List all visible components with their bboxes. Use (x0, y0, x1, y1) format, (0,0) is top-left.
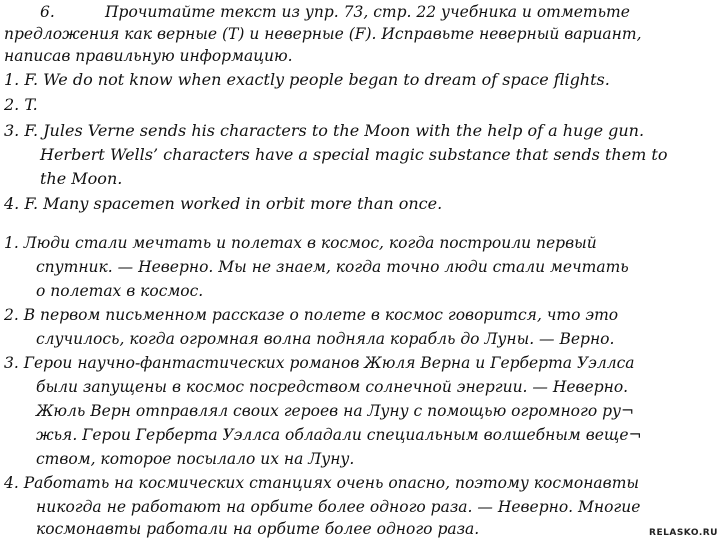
english-answer-4: 4. F. Many spacemen worked in orbit more than once. (4, 194, 443, 213)
english-answer-2: 2. T. (4, 95, 38, 114)
russian-answer-3-line-2: были запущены в космос посредством солнечной энергии. — Неверно. (36, 378, 629, 396)
russian-answer-1-line-2: спутник. — Неверно. Мы не знаем, когда точно люди стали мечтать (36, 258, 629, 276)
russian-answer-4-line-2: никогда не работают на орбите более одного раза. — Неверно. Многие (36, 498, 641, 516)
russian-answer-1-line-3: о полетах в космос. (36, 282, 204, 300)
russian-answer-3-line-5: ством, которое посылало их на Луну. (36, 450, 355, 468)
russian-answer-2-line-1: 2. В первом письменном рассказе о полете в космос говорится, что это (4, 306, 619, 324)
task-instruction-line-2: предложения как верные (T) и неверные (F). Исправьте неверный вариант, (4, 25, 642, 43)
russian-answer-3-line-3: Жюль Верн отправлял своих героев на Луну с помощью огромного ру¬ (36, 402, 634, 420)
english-answer-3-line-1: 3. F. Jules Verne sends his characters to the Moon with the help of a huge gun. (4, 121, 645, 140)
russian-answer-4-line-3: космонавты работали на орбите более одного раза. (36, 520, 480, 538)
site-watermark: RELASKO.RU (649, 528, 718, 538)
russian-answer-2-line-2: случилось, когда огромная волна подняла корабль до Луны. — Верно. (36, 330, 615, 348)
russian-answer-4-line-1: 4. Работать на космических станциях очень опасно, поэтому космонавты (4, 474, 640, 492)
russian-answer-3-line-4: жья. Герои Герберта Уэллса обладали специальным волшебным веще¬ (36, 426, 642, 444)
task-instruction-line-1: Прочитайте текст из упр. 73, стр. 22 учебника и отметьте (105, 3, 630, 21)
russian-answer-1-line-1: 1. Люди стали мечтать и полетах в космос, когда построили первый (4, 234, 597, 252)
russian-answer-3-line-1: 3. Герои научно-фантастических романов Жюля Верна и Герберта Уэллса (4, 354, 635, 372)
task-instruction-line-3: написав правильную информацию. (4, 47, 293, 65)
task-number: 6. (40, 3, 55, 21)
english-answer-1: 1. F. We do not know when exactly people began to dream of space flights. (4, 70, 610, 89)
english-answer-3-line-2: Herbert Wells’ characters have a special magic substance that sends them to (40, 145, 668, 164)
english-answer-3-line-3: the Moon. (40, 169, 123, 188)
